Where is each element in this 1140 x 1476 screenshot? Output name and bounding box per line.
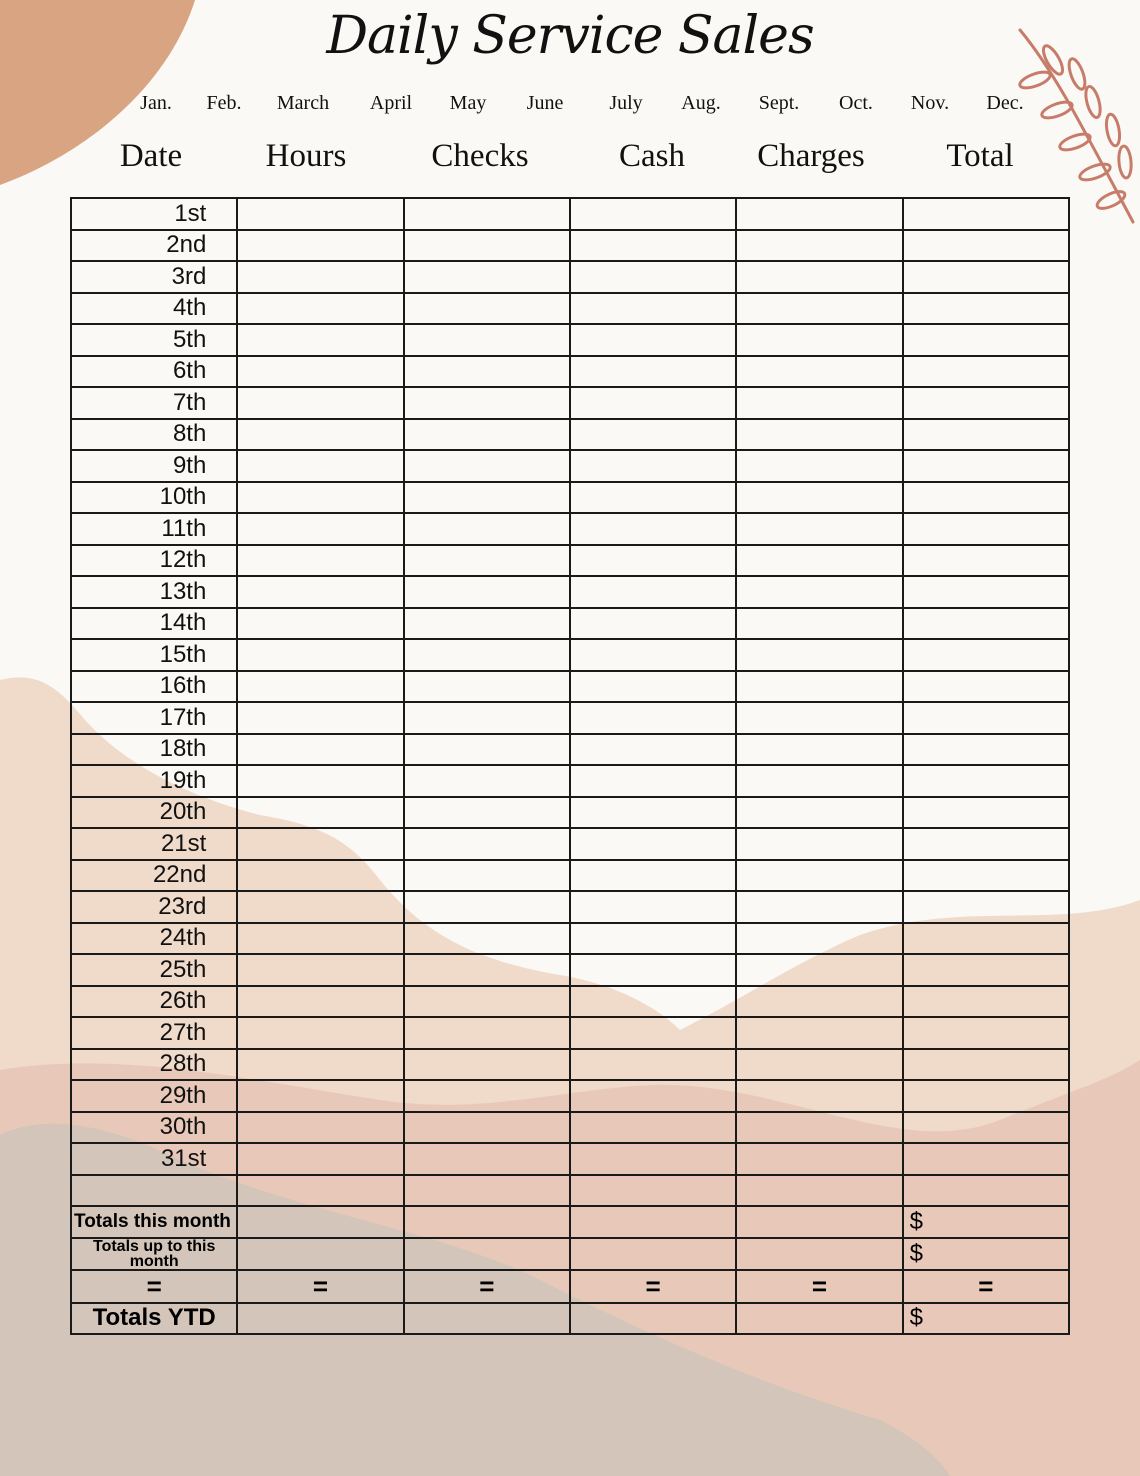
date-cell: 4th	[71, 293, 237, 325]
page-title: Daily Service Sales	[326, 6, 814, 66]
total-cell[interactable]	[903, 860, 1069, 892]
total-cell[interactable]	[903, 828, 1069, 860]
date-cell: 16th	[71, 671, 237, 703]
table-row	[71, 513, 1069, 545]
charges-cell[interactable]	[736, 797, 902, 829]
hours-cell[interactable]	[237, 639, 403, 671]
table-row	[71, 608, 1069, 640]
charges-cell[interactable]	[736, 576, 902, 608]
totals-this-month-row	[71, 1206, 1069, 1238]
date-cell: 25th	[71, 954, 237, 986]
charges-cell[interactable]	[736, 450, 902, 482]
hours-cell[interactable]	[237, 923, 403, 955]
cash-cell[interactable]	[570, 513, 736, 545]
total-cell[interactable]	[903, 419, 1069, 451]
checks-cell[interactable]	[404, 765, 570, 797]
month-jan: Jan.	[140, 92, 172, 114]
hours-cell[interactable]	[237, 293, 403, 325]
month-march: March	[276, 92, 330, 114]
total-cell[interactable]	[903, 293, 1069, 325]
totals-up-to-month-row-label: Totals up to this month	[71, 1238, 237, 1270]
cash-cell[interactable]	[570, 986, 736, 1018]
cash-cell[interactable]	[570, 261, 736, 293]
charges-cell[interactable]	[736, 702, 902, 734]
date-cell: 13th	[71, 576, 237, 608]
date-cell	[71, 1175, 237, 1207]
total-cell[interactable]: $	[903, 1303, 1069, 1335]
total-cell[interactable]	[903, 765, 1069, 797]
column-header-date: Date	[119, 138, 183, 174]
checks-cell: =	[404, 1270, 570, 1303]
cash-cell[interactable]	[570, 671, 736, 703]
date-cell: 24th	[71, 923, 237, 955]
total-cell[interactable]	[903, 734, 1069, 766]
column-header-cash: Cash	[619, 138, 685, 174]
date-cell: 1st	[71, 198, 237, 230]
total-cell[interactable]	[903, 702, 1069, 734]
table-row	[71, 230, 1069, 262]
hours-cell[interactable]	[237, 1080, 403, 1112]
month-row	[0, 92, 1140, 116]
charges-cell[interactable]	[736, 293, 902, 325]
table-row	[71, 1080, 1069, 1112]
checks-cell[interactable]	[404, 261, 570, 293]
charges-cell[interactable]	[736, 860, 902, 892]
cash-cell[interactable]	[570, 387, 736, 419]
checks-cell[interactable]	[404, 1049, 570, 1081]
date-cell: 20th	[71, 797, 237, 829]
date-cell: 19th	[71, 765, 237, 797]
table-row	[71, 198, 1069, 230]
charges-cell[interactable]	[736, 261, 902, 293]
table-row	[71, 1175, 1069, 1207]
charges-cell[interactable]	[736, 513, 902, 545]
date-cell: 11th	[71, 513, 237, 545]
month-aug: Aug.	[681, 92, 721, 114]
month-april: April	[369, 92, 413, 114]
total-cell[interactable]	[903, 324, 1069, 356]
column-header-checks: Checks	[431, 138, 529, 174]
month-oct: Oct.	[839, 92, 873, 114]
total-cell[interactable]: $	[903, 1206, 1069, 1238]
checks-cell[interactable]	[404, 324, 570, 356]
table-row	[71, 356, 1069, 388]
hours-cell[interactable]	[237, 1303, 403, 1335]
charges-cell[interactable]	[736, 608, 902, 640]
equals-row-label: =	[71, 1270, 237, 1303]
hours-cell[interactable]	[237, 765, 403, 797]
checks-cell[interactable]	[404, 1143, 570, 1175]
hours-cell[interactable]	[237, 860, 403, 892]
hours-cell[interactable]	[237, 1175, 403, 1207]
checks-cell[interactable]	[404, 702, 570, 734]
cash-cell[interactable]	[570, 1112, 736, 1144]
column-header-total: Total	[946, 138, 1014, 174]
cash-cell[interactable]	[570, 1080, 736, 1112]
total-cell[interactable]	[903, 1049, 1069, 1081]
totals-ytd-row-label: Totals YTD	[71, 1303, 237, 1335]
checks-cell[interactable]	[404, 545, 570, 577]
table-row	[71, 797, 1069, 829]
hours-cell[interactable]	[237, 1112, 403, 1144]
checks-cell[interactable]	[404, 419, 570, 451]
checks-cell[interactable]	[404, 671, 570, 703]
checks-cell[interactable]	[404, 387, 570, 419]
hours-cell[interactable]	[237, 450, 403, 482]
total-cell[interactable]: $	[903, 1238, 1069, 1270]
table-row	[71, 482, 1069, 514]
charges-cell[interactable]	[736, 356, 902, 388]
hours-cell[interactable]	[237, 419, 403, 451]
hours-cell[interactable]	[237, 261, 403, 293]
cash-cell[interactable]	[570, 765, 736, 797]
checks-cell[interactable]	[404, 860, 570, 892]
charges-cell: =	[736, 1270, 902, 1303]
cash-cell[interactable]	[570, 639, 736, 671]
table-row	[71, 324, 1069, 356]
hours-cell[interactable]	[237, 891, 403, 923]
charges-cell[interactable]	[736, 954, 902, 986]
charges-cell[interactable]	[736, 482, 902, 514]
checks-cell[interactable]	[404, 230, 570, 262]
total-cell[interactable]	[903, 1175, 1069, 1207]
total-cell[interactable]	[903, 608, 1069, 640]
equals-row	[71, 1270, 1069, 1303]
total-cell[interactable]	[903, 545, 1069, 577]
table-row	[71, 545, 1069, 577]
date-cell: 31st	[71, 1143, 237, 1175]
date-cell: 7th	[71, 387, 237, 419]
checks-cell[interactable]	[404, 1238, 570, 1270]
cash-cell[interactable]	[570, 482, 736, 514]
table-row	[71, 261, 1069, 293]
hours-cell[interactable]	[237, 324, 403, 356]
total-cell[interactable]	[903, 1143, 1069, 1175]
table-row	[71, 1143, 1069, 1175]
month-july: July	[609, 92, 643, 114]
hours-cell[interactable]	[237, 198, 403, 230]
total-cell[interactable]	[903, 797, 1069, 829]
checks-cell[interactable]	[404, 1206, 570, 1238]
charges-cell[interactable]	[736, 387, 902, 419]
cash-cell[interactable]	[570, 1238, 736, 1270]
cash-cell[interactable]	[570, 230, 736, 262]
charges-cell[interactable]	[736, 419, 902, 451]
charges-cell[interactable]	[736, 198, 902, 230]
checks-cell[interactable]	[404, 576, 570, 608]
date-cell: 3rd	[71, 261, 237, 293]
date-cell: 9th	[71, 450, 237, 482]
charges-cell[interactable]	[736, 828, 902, 860]
hours-cell[interactable]	[237, 986, 403, 1018]
checks-cell[interactable]	[404, 293, 570, 325]
checks-cell[interactable]	[404, 923, 570, 955]
table-row	[71, 450, 1069, 482]
date-cell: 22nd	[71, 860, 237, 892]
charges-cell[interactable]	[736, 639, 902, 671]
checks-cell[interactable]	[404, 1175, 570, 1207]
cash-cell[interactable]	[570, 450, 736, 482]
date-cell: 5th	[71, 324, 237, 356]
total-cell[interactable]	[903, 482, 1069, 514]
cash-cell[interactable]	[570, 797, 736, 829]
cash-cell[interactable]	[570, 860, 736, 892]
date-cell: 27th	[71, 1017, 237, 1049]
date-cell: 18th	[71, 734, 237, 766]
total-cell[interactable]	[903, 639, 1069, 671]
charges-cell[interactable]	[736, 1303, 902, 1335]
date-cell: 12th	[71, 545, 237, 577]
date-cell: 29th	[71, 1080, 237, 1112]
table-row	[71, 1049, 1069, 1081]
charges-cell[interactable]	[736, 1080, 902, 1112]
total-cell[interactable]	[903, 986, 1069, 1018]
table-row	[71, 419, 1069, 451]
hours-cell[interactable]	[237, 702, 403, 734]
cash-cell[interactable]	[570, 1017, 736, 1049]
total-cell[interactable]	[903, 261, 1069, 293]
total-cell[interactable]	[903, 1017, 1069, 1049]
table-row	[71, 860, 1069, 892]
checks-cell[interactable]	[404, 450, 570, 482]
charges-cell[interactable]	[736, 230, 902, 262]
cash-cell[interactable]	[570, 198, 736, 230]
total-cell[interactable]	[903, 450, 1069, 482]
charges-cell[interactable]	[736, 1143, 902, 1175]
table-row	[71, 986, 1069, 1018]
charges-cell[interactable]	[736, 1238, 902, 1270]
total-cell[interactable]	[903, 387, 1069, 419]
charges-cell[interactable]	[736, 734, 902, 766]
checks-cell[interactable]	[404, 1080, 570, 1112]
table-row	[71, 954, 1069, 986]
month-nov: Nov.	[910, 92, 950, 114]
table-row	[71, 1112, 1069, 1144]
charges-cell[interactable]	[736, 1017, 902, 1049]
charges-cell[interactable]	[736, 923, 902, 955]
month-dec: Dec.	[986, 92, 1024, 114]
cash-cell[interactable]	[570, 734, 736, 766]
cash-cell[interactable]	[570, 356, 736, 388]
date-cell: 23rd	[71, 891, 237, 923]
checks-cell[interactable]	[404, 608, 570, 640]
hours-cell[interactable]	[237, 828, 403, 860]
cash-cell[interactable]	[570, 576, 736, 608]
table-row	[71, 702, 1069, 734]
checks-cell[interactable]	[404, 1017, 570, 1049]
total-cell[interactable]	[903, 513, 1069, 545]
total-cell[interactable]	[903, 230, 1069, 262]
table-row	[71, 293, 1069, 325]
column-header-charges: Charges	[757, 138, 865, 174]
hours-cell[interactable]	[237, 1049, 403, 1081]
table-row	[71, 828, 1069, 860]
charges-cell[interactable]	[736, 1175, 902, 1207]
total-cell[interactable]	[903, 198, 1069, 230]
cash-cell[interactable]	[570, 1143, 736, 1175]
charges-cell[interactable]	[736, 1206, 902, 1238]
cash-cell[interactable]	[570, 1049, 736, 1081]
total-cell[interactable]	[903, 671, 1069, 703]
charges-cell[interactable]	[736, 1112, 902, 1144]
total-cell[interactable]	[903, 1112, 1069, 1144]
table-row	[71, 639, 1069, 671]
table-row	[71, 671, 1069, 703]
total-cell[interactable]	[903, 891, 1069, 923]
hours-cell[interactable]	[237, 230, 403, 262]
cash-cell[interactable]	[570, 545, 736, 577]
total-cell[interactable]: =	[903, 1270, 1069, 1303]
table-row	[71, 1017, 1069, 1049]
total-cell[interactable]	[903, 923, 1069, 955]
hours-cell[interactable]	[237, 671, 403, 703]
charges-cell[interactable]	[736, 671, 902, 703]
month-feb: Feb.	[206, 92, 242, 114]
hours-cell[interactable]	[237, 954, 403, 986]
cash-cell[interactable]	[570, 923, 736, 955]
hours-cell[interactable]	[237, 576, 403, 608]
month-june: June	[526, 92, 564, 114]
hours-cell[interactable]	[237, 608, 403, 640]
table-row	[71, 734, 1069, 766]
checks-cell[interactable]	[404, 734, 570, 766]
date-cell: 17th	[71, 702, 237, 734]
totals-ytd-row	[71, 1303, 1069, 1335]
hours-cell[interactable]	[237, 797, 403, 829]
hours-cell[interactable]	[237, 387, 403, 419]
hours-cell[interactable]	[237, 513, 403, 545]
date-cell: 14th	[71, 608, 237, 640]
cash-cell[interactable]	[570, 702, 736, 734]
total-cell[interactable]	[903, 576, 1069, 608]
total-cell[interactable]	[903, 1080, 1069, 1112]
hours-cell: =	[237, 1270, 403, 1303]
column-header-hours: Hours	[265, 138, 347, 174]
cash-cell: =	[570, 1270, 736, 1303]
table-row	[71, 387, 1069, 419]
month-sept: Sept.	[758, 92, 800, 114]
hours-cell[interactable]	[237, 545, 403, 577]
hours-cell[interactable]	[237, 356, 403, 388]
date-cell: 2nd	[71, 230, 237, 262]
date-cell: 10th	[71, 482, 237, 514]
date-cell: 8th	[71, 419, 237, 451]
charges-cell[interactable]	[736, 891, 902, 923]
hours-cell[interactable]	[237, 734, 403, 766]
checks-cell[interactable]	[404, 891, 570, 923]
hours-cell[interactable]	[237, 1206, 403, 1238]
cash-cell[interactable]	[570, 1303, 736, 1335]
date-cell: 21st	[71, 828, 237, 860]
checks-cell[interactable]	[404, 797, 570, 829]
charges-cell[interactable]	[736, 765, 902, 797]
cash-cell[interactable]	[570, 828, 736, 860]
total-cell[interactable]	[903, 356, 1069, 388]
hours-cell[interactable]	[237, 1017, 403, 1049]
date-cell: 28th	[71, 1049, 237, 1081]
cash-cell[interactable]	[570, 608, 736, 640]
checks-cell[interactable]	[404, 1112, 570, 1144]
table-row	[71, 891, 1069, 923]
cash-cell[interactable]	[570, 954, 736, 986]
cash-cell[interactable]	[570, 293, 736, 325]
checks-cell[interactable]	[404, 513, 570, 545]
charges-cell[interactable]	[736, 545, 902, 577]
totals-up-to-month-row	[71, 1238, 1069, 1270]
totals-this-month-row-label: Totals this month	[71, 1206, 237, 1238]
date-cell: 26th	[71, 986, 237, 1018]
cash-cell[interactable]	[570, 891, 736, 923]
cash-cell[interactable]	[570, 324, 736, 356]
cash-cell[interactable]	[570, 1206, 736, 1238]
cash-cell[interactable]	[570, 419, 736, 451]
table-row	[71, 765, 1069, 797]
checks-cell[interactable]	[404, 198, 570, 230]
checks-cell[interactable]	[404, 828, 570, 860]
checks-cell[interactable]	[404, 482, 570, 514]
checks-cell[interactable]	[404, 639, 570, 671]
checks-cell[interactable]	[404, 954, 570, 986]
charges-cell[interactable]	[736, 324, 902, 356]
charges-cell[interactable]	[736, 1049, 902, 1081]
hours-cell[interactable]	[237, 1143, 403, 1175]
date-cell: 30th	[71, 1112, 237, 1144]
table-row	[71, 576, 1069, 608]
hours-cell[interactable]	[237, 1238, 403, 1270]
charges-cell[interactable]	[736, 986, 902, 1018]
checks-cell[interactable]	[404, 986, 570, 1018]
total-cell[interactable]	[903, 954, 1069, 986]
checks-cell[interactable]	[404, 356, 570, 388]
sales-table	[70, 197, 1070, 1335]
cash-cell[interactable]	[570, 1175, 736, 1207]
date-cell: 15th	[71, 639, 237, 671]
month-may: May	[449, 92, 487, 114]
date-cell: 6th	[71, 356, 237, 388]
checks-cell[interactable]	[404, 1303, 570, 1335]
hours-cell[interactable]	[237, 482, 403, 514]
table-row	[71, 923, 1069, 955]
